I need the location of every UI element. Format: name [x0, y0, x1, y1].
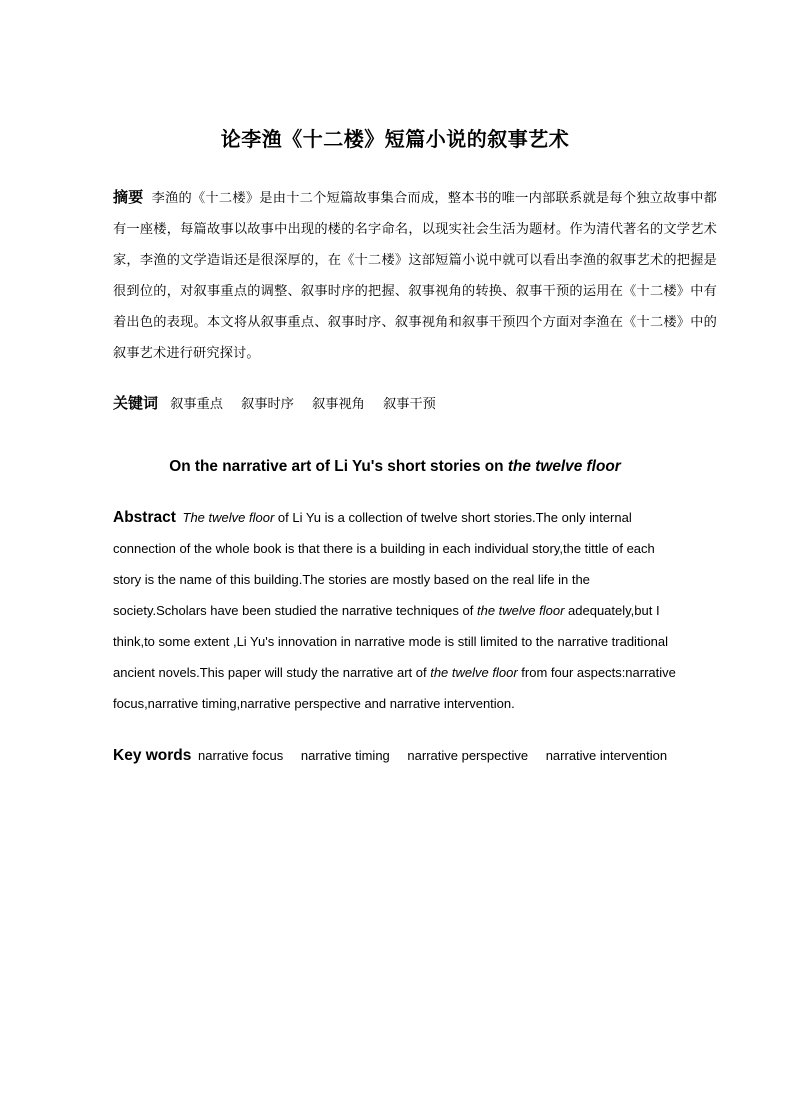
chinese-keyword: 叙事时序: [241, 397, 294, 412]
english-abstract-segment: from four aspects:narrative: [517, 665, 676, 680]
english-abstract-segment: adequately,but I: [564, 603, 660, 618]
chinese-keyword: 叙事重点: [170, 397, 223, 412]
english-abstract-line: [113, 626, 717, 657]
english-abstract-segment: society.Scholars have been studied the narrative techniques of: [113, 603, 477, 618]
english-keywords-label: Key words: [113, 747, 192, 764]
chinese-keywords-label: 关键词: [113, 394, 159, 412]
chinese-keyword: 叙事干预: [383, 397, 436, 412]
chinese-keywords: [113, 389, 717, 419]
english-abstract-segment: ancient novels.This paper will study the narrative art of: [113, 665, 431, 680]
english-keyword: narrative focus: [198, 748, 284, 763]
english-abstract-segment: focus,narrative timing,narrative perspective and narrative intervention.: [113, 696, 515, 711]
chinese-abstract-text: 李渔的《十二楼》是由十二个短篇故事集合而成，整本书的唯一内部联系就是每个独立故事中都有一座楼，每篇故事以故事中出现的楼的名字命名，以现实社会生活为题材。作为清代著名的文学艺术家，李渔的文学造诣还是很深厚的，在《十二楼》这部短篇小说中就可以看出李渔的叙事艺术的把握是很到位的，对叙事重点的调整、叙事时序的把握、叙事视角的转换、叙事干预的运用在《十二楼》中有着出色的表现。本文将从叙事重点、叙事时序、叙事视角和叙事干预四个方面对李渔在《十二楼》中的叙事艺术进行研究探讨。: [113, 191, 717, 361]
english-abstract-segment: The twelve floor: [182, 510, 275, 525]
chinese-abstract-label: 摘要: [113, 188, 144, 206]
english-abstract-label: Abstract: [113, 509, 176, 526]
english-abstract-segment: story is the name of this building.The stories are mostly based on the real life in the: [113, 572, 590, 587]
english-abstract-line: [113, 688, 717, 719]
english-keyword: narrative intervention: [545, 748, 668, 763]
english-abstract-segment: connection of the whole book is that there is a building in each individual story,the tittle of each: [113, 541, 655, 556]
english-keywords: [113, 742, 733, 770]
english-abstract-line: [113, 657, 717, 688]
english-abstract-line: [113, 595, 717, 626]
english-title-italic: the twelve floor: [507, 458, 621, 475]
english-keyword: narrative timing: [300, 748, 390, 763]
chinese-title: 论李渔《十二楼》短篇小说的叙事艺术: [220, 127, 570, 151]
english-title: [0, 458, 790, 476]
english-abstract-segment: the twelve floor: [476, 603, 565, 618]
english-abstract-line: [113, 533, 717, 564]
chinese-keyword: 叙事视角: [312, 397, 365, 412]
english-abstract-segment: the twelve floor: [430, 665, 518, 680]
english-title-prefix: On the narrative art of Li Yu's short stories on: [169, 458, 508, 475]
english-abstract: [113, 502, 717, 719]
english-keyword: narrative perspective: [407, 748, 529, 763]
chinese-abstract: [113, 182, 717, 369]
english-abstract-segment: of Li Yu is a collection of twelve short stories.The only internal: [274, 510, 632, 525]
english-abstract-segment: think,to some extent ,Li Yu's innovation in narrative mode is still limited to the narrative traditional: [113, 634, 669, 649]
english-abstract-line: [113, 502, 717, 533]
english-abstract-line: [113, 564, 717, 595]
